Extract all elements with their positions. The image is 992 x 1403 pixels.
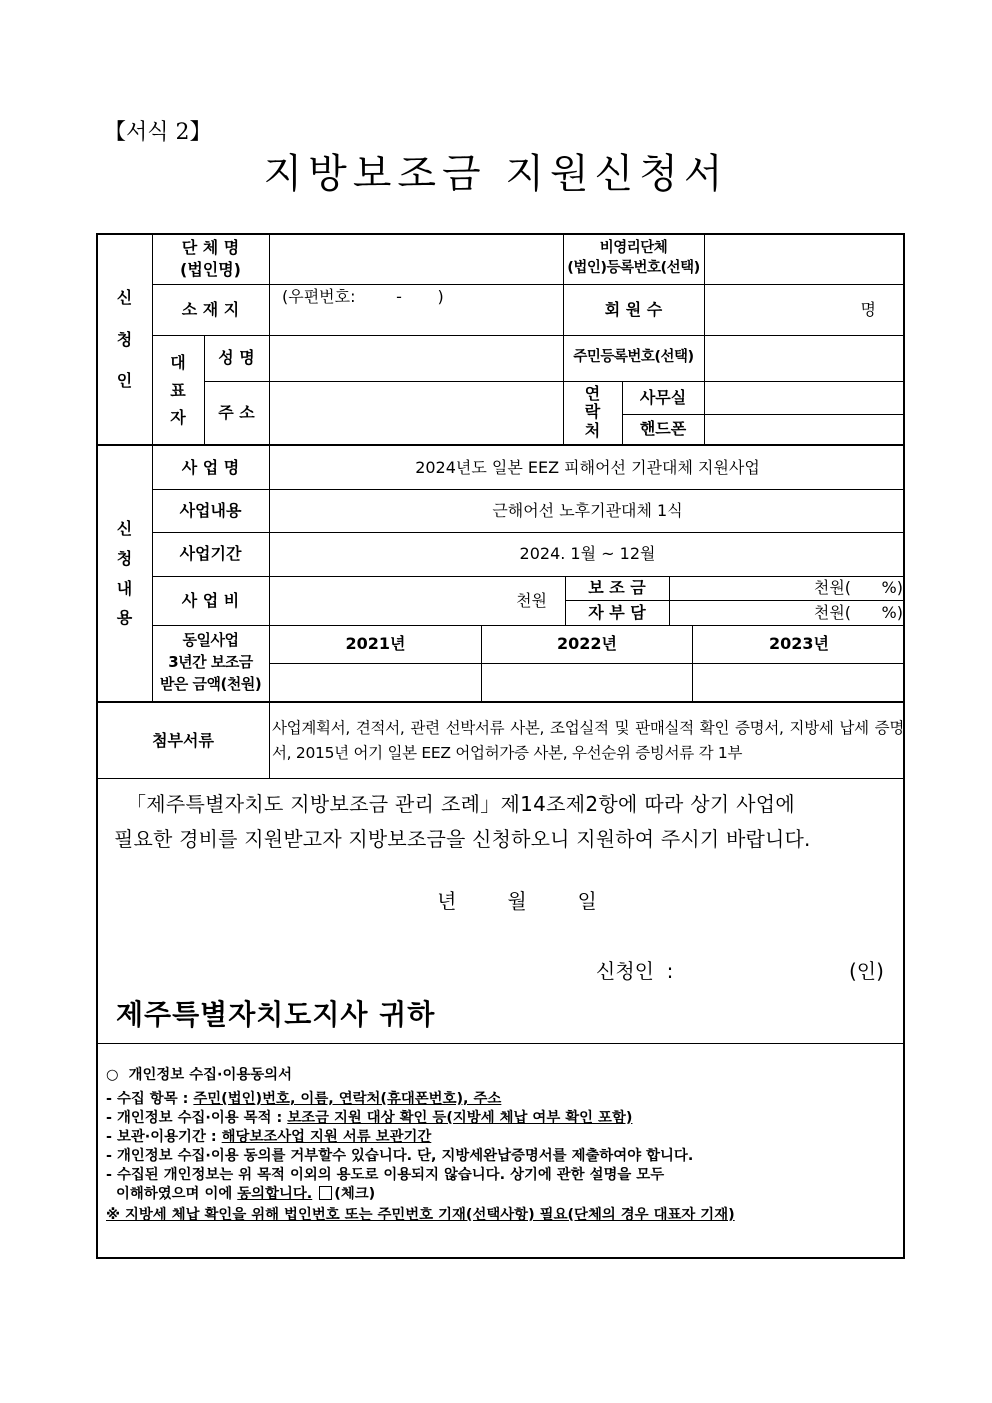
project-content-value: 근해어선 노후기관대체 1식 xyxy=(492,500,683,520)
nonprofit-registration-label: 비영리단체 (법인)등록번호(선택) xyxy=(567,239,700,276)
year-2023-amount[interactable] xyxy=(693,664,905,701)
attachments-label: 첨부서류 xyxy=(152,730,214,750)
applicant-section-label: 신 청 인 xyxy=(116,288,133,391)
seal-mark: (인) xyxy=(849,959,884,983)
year-2022-header: 2022년 xyxy=(557,634,617,654)
year-2023-header: 2023년 xyxy=(769,634,829,654)
mobile-phone-field[interactable] xyxy=(705,415,904,444)
privacy-item-refuse: - 개인정보 수집·이용 동의를 거부할수 있습니다. 단, 지방세완납증명서를 제출하여야 합니다. xyxy=(106,1148,694,1164)
members-unit: 명 xyxy=(860,299,876,319)
project-name-label: 사 업 명 xyxy=(181,457,240,477)
application-date[interactable]: 년 월 일 xyxy=(437,889,597,913)
project-name-value: 2024년도 일본 EEZ 피해어선 기관대체 지원사업 xyxy=(415,457,760,477)
rep-address-label: 주 소 xyxy=(218,402,255,422)
project-period-value: 2024. 1월 ~ 12월 xyxy=(519,544,656,564)
attachments-text: 사업계획서, 견적서, 관련 선박서류 사본, 조업실적 및 판매실적 확인 증명서, 지방세 납세 증명서, 2015년 어기 일본 EEZ 어업허가증 사본, 우선순위 증빙서류 각 1부 xyxy=(272,718,904,762)
project-period-label: 사업기간 xyxy=(179,544,242,564)
org-name-label: 단 체 명 (법인명) xyxy=(180,237,241,279)
subsidy-value[interactable]: 천원( %) xyxy=(813,578,903,598)
self-burden-label: 자 부 담 xyxy=(588,602,646,622)
privacy-heading: ○ 개인정보 수집·이용동의서 xyxy=(106,1067,292,1083)
resident-number-field[interactable] xyxy=(705,336,904,381)
subsidy-label: 보 조 금 xyxy=(588,578,646,598)
members-label: 회 원 수 xyxy=(604,299,663,319)
org-name-field[interactable] xyxy=(270,234,563,284)
self-burden-value[interactable]: 천원( %) xyxy=(813,602,903,622)
office-phone-label: 사무실 xyxy=(639,387,687,407)
privacy-consent-line: 이해하였으며 이에 동의합니다. (체크) xyxy=(106,1186,376,1202)
prior-subsidy-label: 동일사업 3년간 보조금 받은 금액(천원) xyxy=(159,631,262,693)
privacy-consent-section xyxy=(106,1066,906,1225)
year-2021-header: 2021년 xyxy=(345,634,406,654)
privacy-item-period: - 보관·이용기간 : 해당보조사업 지원 서류 보관기간 xyxy=(106,1129,432,1145)
privacy-note: ※ 지방세 체납 확인을 위해 법인번호 또는 주민번호 기재(선택사항) 필요(단체의 경우 대표자 기재) xyxy=(106,1207,735,1223)
form-number-label: 【서식 2】 xyxy=(104,120,212,145)
privacy-item-collect: - 수집 항목 : 주민(법인)번호, 이름, 연락처(휴대폰번호), 주소 xyxy=(106,1091,502,1107)
mobile-phone-label: 핸드폰 xyxy=(639,419,687,439)
project-content-label: 사업내용 xyxy=(179,500,242,520)
statement-line-1: 「제주특별자치도 지방보조금 관리 조례」제14조제2항에 따라 상기 사업에 xyxy=(126,792,795,816)
location-label: 소 재 지 xyxy=(181,299,240,319)
statement-line-2: 필요한 경비를 지원받고자 지방보조금을 신청하오니 지원하여 주시기 바랍니다. xyxy=(114,827,811,851)
addressee: 제주특별자치도지사 귀하 xyxy=(116,998,436,1031)
project-cost-label: 사 업 비 xyxy=(181,590,240,610)
year-2021-amount[interactable] xyxy=(270,664,481,701)
project-cost-unit[interactable]: 천원 xyxy=(516,590,547,610)
resident-number-label: 주민등록번호(선택) xyxy=(573,349,694,366)
privacy-item-purpose: - 개인정보 수집·이용 목적 : 보조금 지원 대상 확인 등(지방세 체납 여부 확인 포함) xyxy=(106,1110,633,1126)
privacy-item-usage: - 수집된 개인정보는 위 목적 이외의 용도로 이용되지 않습니다. 상기에 관한 설명을 모두 xyxy=(106,1167,665,1183)
document-title: 지방보조금 지원신청서 xyxy=(263,151,729,197)
rep-address-field[interactable] xyxy=(270,382,563,444)
applicant-signature-label: 신청인 : xyxy=(596,959,674,983)
year-2022-amount[interactable] xyxy=(482,664,692,701)
rep-name-label: 성 명 xyxy=(218,348,255,368)
postal-code-field[interactable]: (우편번호: - ) xyxy=(282,287,444,307)
office-phone-field[interactable] xyxy=(705,382,904,414)
request-section-label: 신 청 내 용 xyxy=(116,519,133,628)
representative-label: 대 표 자 xyxy=(170,353,186,428)
rep-name-field[interactable] xyxy=(270,336,563,381)
nonprofit-registration-field[interactable] xyxy=(705,234,904,284)
contact-label: 연 락 처 xyxy=(584,383,601,440)
consent-checkbox[interactable] xyxy=(319,1186,332,1200)
